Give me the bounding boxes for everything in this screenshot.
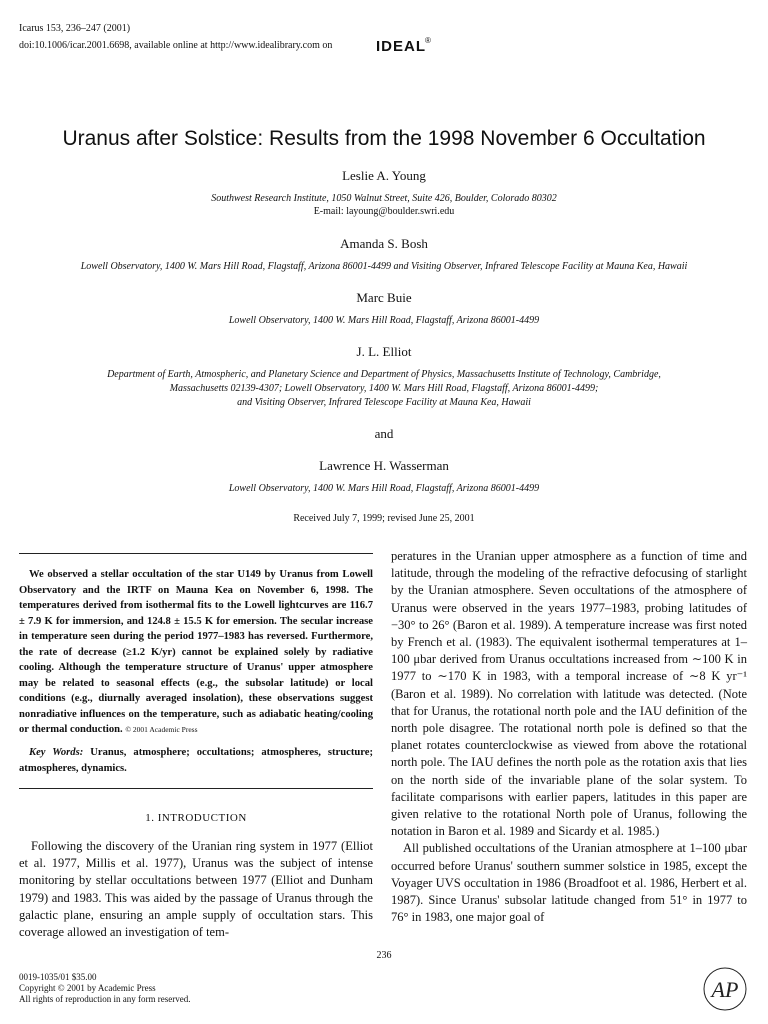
ideal-logo-text: IDEAL <box>376 38 426 55</box>
paragraph: All published occultations of the Uranian atmosphere at 1–100 μbar occurred before Uranus' southern summer solstice in 1985, except the Voyager UVS occultation in 1986 (Broadfoot et al. 1986, Herbert et al. 1987). Since Uranus' subsolar latitude changed from 51° in 1977 to 76° in 1983, one major goal of <box>391 841 747 925</box>
author-affiliation: Lowell Observatory, 1400 W. Mars Hill Road, Flagstaff, Arizona 86001-4499 and Visiting Observer, Infrared Telescope Facility at Mauna Kea, Hawaii <box>80 261 688 272</box>
footer-line: All rights of reproduction in any form reserved. <box>19 994 191 1004</box>
paper-title: Uranus after Solstice: Results from the 1998 November 6 Occultation <box>62 127 706 150</box>
intro-right-column <box>391 548 747 926</box>
intro-left-column <box>19 838 373 941</box>
academic-press-logo-text: AP <box>711 977 739 1002</box>
author-name: J. L. Elliot <box>356 344 412 359</box>
author-affiliation-line: Massachusetts 02139-4307; Lowell Observatory, 1400 W. Mars Hill Road, Flagstaff, Arizona 86001-4499; <box>169 383 599 394</box>
paragraph: Following the discovery of the Uranian ring system in 1977 (Elliot et al. 1977, Millis et al. 1977), Uranus was the subject of intense monitoring by stellar occultations between 1977 (Elliot and Dunham 1979) and 1983. This was aided by the passage of Uranus through the galactic plane, ensuring an ample supply of occultation stars. This coverage allowed an investigation of tem- <box>19 839 373 940</box>
abstract-text: We observed a stellar occultation of the star U149 by Uranus from Lowell Observatory and the IRTF on Mauna Kea on November 6, 1998. The temperatures derived from isothermal fits to the Lowell lightcurves are 116.7 ± 7.9 K for immersion, and 124.8 ± 15.5 K for emersion. The secular increase in temperature seen during the period 1977–1983 has reversed. Furthermore, the rate of decrease (≥1.2 K/yr) cannot be explained solely by radiative cooling. Although the temperature structure of Uranus' upper atmosphere may be related to seasonal effects (e.g., the subsolar latitude) or local conditions (e.g., diurnally averaged insolation), these observations suggest nonradiative influences on the temperature, such as adiabatic heating/cooling or thermal conduction. <box>19 569 373 735</box>
academic-press-logo <box>702 966 748 1012</box>
paragraph: peratures in the Uranian upper atmosphere as a function of time and latitude, through the modeling of the refractive defocusing of starlight by the Uranian atmosphere. Seven occultations of the atmosphere of Uranus were observed in the years 1977–1983, probing latitudes of −30° to 26° (Baron et al. 1989). A temperature increase was first noted by French et al. (1983). The equivalent isothermal temperatures at 1–100 μbar derived from Uranus occultations increased from ∼100 K in 1977 to ∼170 K in 1983, with a temporal increase of ∼8 K yr⁻¹ (Baron et al. 1989). No correlation with latitude was detected. (Note that for Uranus, the rotational north pole and the IAU definition of the north pole disagree. The rotational north pole is defined so that the planet rotates counterclockwise as viewed from above the rotational north pole. The IAU defines the north pole as the rotation axis that lies on the north side of the invariable plane of the solar system. To facilitate comparisons with earlier papers, latitudes in this paper are given relative to the rotational North pole of Uranus, following the notation in Baron et al. 1989 and Sicardy et al. 1985.) <box>391 549 747 839</box>
ideal-logo <box>376 34 436 56</box>
author-affiliation: Lowell Observatory, 1400 W. Mars Hill Road, Flagstaff, Arizona 86001-4499 <box>228 483 540 494</box>
author-affiliation: Southwest Research Institute, 1050 Walnut Street, Suite 426, Boulder, Colorado 80302 <box>211 193 557 204</box>
author-name: Amanda S. Bosh <box>340 236 428 251</box>
keywords-label: Key Words: <box>29 747 84 758</box>
author-name: Lawrence H. Wasserman <box>319 458 449 473</box>
author-affiliation-line: and Visiting Observer, Infrared Telescope Facility at Mauna Kea, Hawaii <box>237 397 531 408</box>
page-number: 236 <box>376 950 392 961</box>
footer-line: 0019-1035/01 $35.00 <box>19 972 97 982</box>
copyright-footer <box>19 972 190 1005</box>
abstract-copyright: © 2001 Academic Press <box>125 725 198 734</box>
abstract-bottom-rule <box>19 788 373 789</box>
abstract-top-rule <box>19 553 373 554</box>
author-affiliation: Lowell Observatory, 1400 W. Mars Hill Road, Flagstaff, Arizona 86001-4499 <box>228 315 540 326</box>
author-name: Leslie A. Young <box>342 168 426 183</box>
received-dates: Received July 7, 1999; revised June 25, 2001 <box>293 513 475 524</box>
journal-citation: Icarus 153, 236–247 (2001) <box>19 23 131 34</box>
author-email: E-mail: layoung@boulder.swri.edu <box>313 206 455 217</box>
section-heading: 1. INTRODUCTION <box>145 812 247 824</box>
author-name: Marc Buie <box>356 290 412 305</box>
author-affiliation-line: Department of Earth, Atmospheric, and Planetary Science and Department of Physics, Massachusetts Institute of Technology, Cambridge, <box>107 369 661 380</box>
abstract <box>19 567 373 738</box>
ideal-registered-mark: ® <box>425 36 431 45</box>
doi-line: doi:10.1006/icar.2001.6698, available online at http://www.idealibrary.com on <box>19 40 333 51</box>
keywords <box>19 745 373 776</box>
and-separator: and <box>374 426 394 441</box>
keywords-text: Uranus, atmosphere; occultations; atmospheres, structure; atmospheres, dynamics. <box>19 747 373 774</box>
footer-line: Copyright © 2001 by Academic Press <box>19 983 156 993</box>
